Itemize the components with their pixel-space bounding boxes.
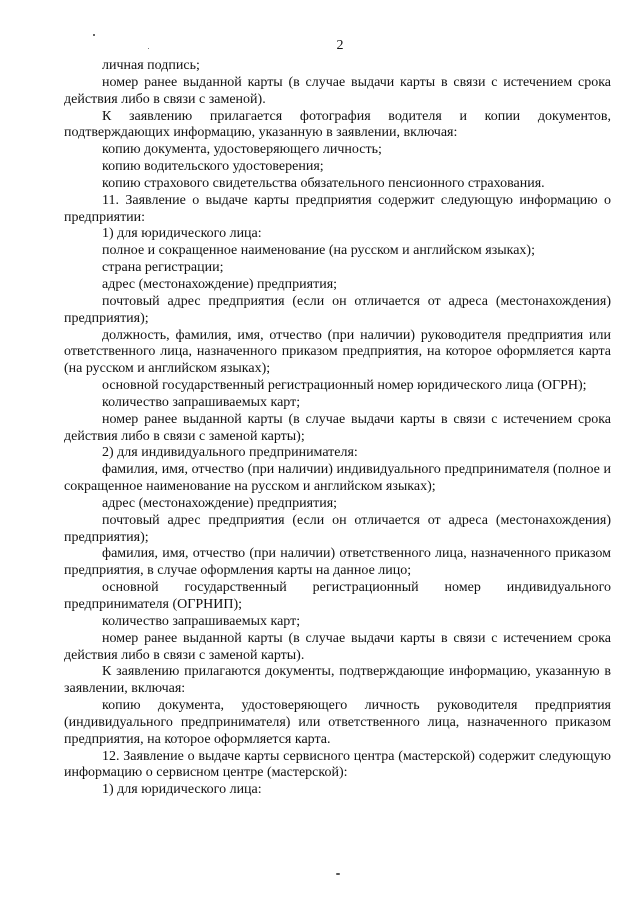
paragraph: страна регистрации;: [102, 260, 224, 276]
paragraph: должность, фамилия, имя, отчество (при наличии) руководителя предприятия или ответственного лица, назначенного приказом предприятия, на которое оформляется карта (на русском и английском языках);: [64, 327, 611, 377]
paragraph: номер ранее выданной карты (в случае выдачи карты в связи с истечением срока действия либо в связи с заменой карты);: [64, 411, 611, 444]
paragraph: копию документа, удостоверяющего личность руководителя предприятия (индивидуального предпринимателя) или ответственного лица, назначенного приказом предприятия, на которое оформляется карта.: [64, 698, 611, 747]
paragraph: К заявлению прилагается фотография водителя и копии документов, подтверждающих информацию, указанную в заявлении, включая:: [64, 108, 611, 141]
paragraph: 11. Заявление о выдаче карты предприятия содержит следующую информацию о предприятии:: [64, 192, 611, 225]
paragraph: 2) для индивидуального предпринимателя:: [102, 445, 358, 461]
paragraph: 12. Заявление о выдаче карты сервисного центра (мастерской) содержит следующую информацию о сервисном центре (мастерской):: [64, 748, 611, 781]
scan-speck: [336, 873, 340, 875]
paragraph: почтовый адрес предприятия (если он отличается от адреса (местонахождения) предприятия);: [64, 293, 611, 326]
paragraph: личная подпись;: [102, 58, 200, 73]
document-body: [64, 58, 611, 799]
paragraph: основной государственный регистрационный номер юридического лица (ОГРН);: [102, 378, 587, 394]
paragraph: 1) для юридического лица:: [102, 226, 262, 242]
paragraph: копию страхового свидетельства обязательного пенсионного страхования.: [102, 175, 545, 191]
paragraph: номер ранее выданной карты (в случае выдачи карты в связи с истечением срока действия либо в связи с заменой карты).: [64, 630, 611, 663]
paragraph: К заявлению прилагаются документы, подтверждающие информацию, указанную в заявлении, включая:: [64, 664, 611, 697]
paragraph: копию документа, удостоверяющего личность;: [102, 142, 382, 158]
paragraph: копию водительского удостоверения;: [102, 159, 324, 175]
paragraph: количество запрашиваемых карт;: [102, 613, 301, 629]
paragraph: номер ранее выданной карты (в случае выдачи карты в связи с истечением срока действия либо в связи с заменой).: [64, 74, 611, 107]
page-number: 2: [336, 38, 344, 53]
scan-speck: [93, 34, 95, 36]
paragraph: адрес (местонахождение) предприятия;: [102, 495, 338, 511]
paragraph: полное и сокращенное наименование (на русском и английском языках);: [102, 243, 535, 259]
paragraph: фамилия, имя, отчество (при наличии) ответственного лица, назначенного приказом предприятия, в случае оформления карты на данное лицо;: [64, 546, 611, 579]
paragraph: фамилия, имя, отчество (при наличии) индивидуального предпринимателя (полное и сокращенное наименование на русском и английском языках);: [64, 462, 611, 495]
paragraph: почтовый адрес предприятия (если он отличается от адреса (местонахождения) предприятия);: [64, 512, 611, 545]
paragraph: 1) для юридического лица:: [102, 782, 262, 798]
paragraph: количество запрашиваемых карт;: [102, 394, 301, 410]
paragraph: адрес (местонахождение) предприятия;: [102, 276, 338, 292]
paragraph: основной государственный регистрационный номер индивидуального предпринимателя (ОГРНИП);: [64, 580, 611, 612]
